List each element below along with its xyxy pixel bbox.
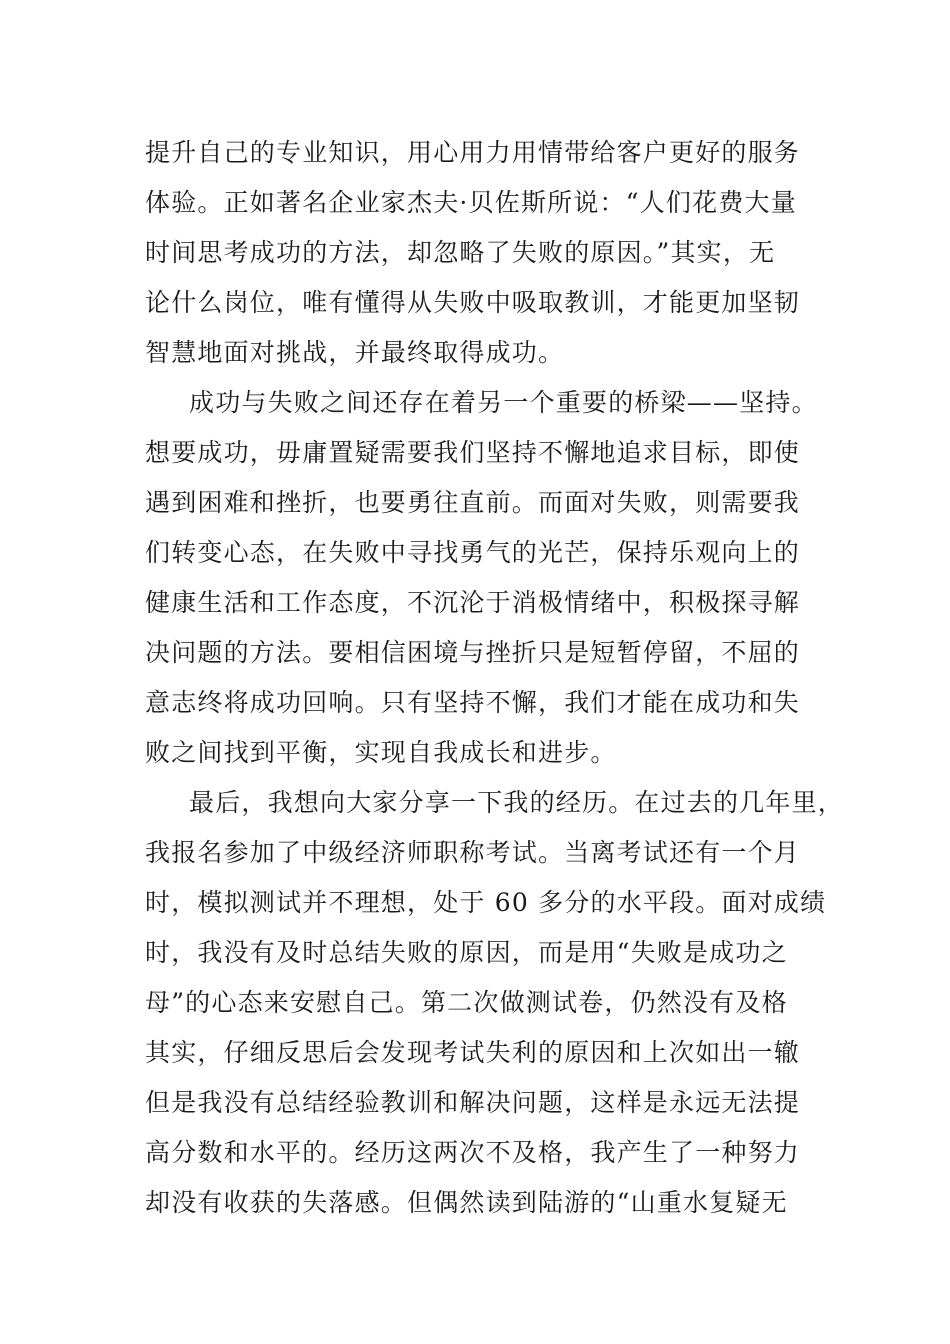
text-line: 遇到困难和挫折，也要勇往直前。而面对失败，则需要我 <box>145 488 801 517</box>
text-line: 智慧地面对挑战，并最终取得成功。 <box>145 338 565 367</box>
text-line: 但是我没有总结经验教训和解决问题，这样是永远无法提 <box>145 1088 801 1117</box>
text-line: 健康生活和工作态度，不沉沦于消极情绪中，积极探寻解 <box>145 588 801 617</box>
text-line: 时，我没有及时总结失败的原因，而是用“失败是成功之 <box>145 938 788 967</box>
text-line: 却没有收获的失落感。但偶然读到陆游的“山重水复疑无 <box>145 1188 788 1217</box>
text-line: 母”的心态来安慰自己。第二次做测试卷，仍然没有及格 <box>145 988 788 1017</box>
text-line: 最后，我想向大家分享一下我的经历。在过去的几年里， <box>189 788 845 817</box>
text-line: 成功与失败之间还存在着另一个重要的桥梁——坚持。 <box>189 388 818 417</box>
text-line: 论什么岗位，唯有懂得从失败中吸取教训，才能更加坚韧 <box>145 288 801 317</box>
text-line: 其实，仔细反思后会发现考试失利的原因和上次如出一辙 <box>145 1038 801 1067</box>
text-line: 们转变心态，在失败中寻找勇气的光芒，保持乐观向上的 <box>145 538 801 567</box>
paragraph-2 <box>145 378 825 778</box>
text-line: 高分数和水平的。经历这两次不及格，我产生了一种努力 <box>145 1138 801 1167</box>
text-line: 提升自己的专业知识，用心用力用情带给客户更好的服务 <box>145 138 801 167</box>
text-line: 意志终将成功回响。只有坚持不懈，我们才能在成功和失 <box>145 688 801 717</box>
text-line: 我报名参加了中级经济师职称考试。当离考试还有一个月 <box>145 838 801 867</box>
paragraph-3 <box>145 778 845 1228</box>
text-line: 想要成功，毋庸置疑需要我们坚持不懈地追求目标，即使 <box>145 438 801 467</box>
text-line: 时间思考成功的方法，却忽略了失败的原因。”其实，无 <box>145 238 776 267</box>
body-text <box>145 128 845 1228</box>
text-line: 体验。正如著名企业家杰夫·贝佐斯所说：“人们花费大量 <box>145 188 797 217</box>
paragraph-1 <box>145 128 825 378</box>
text-line: 败之间找到平衡，实现自我成长和进步。 <box>145 738 617 767</box>
text-line: 决问题的方法。要相信困境与挫折只是短暂停留，不屈的 <box>145 638 801 667</box>
text-line: 时，模拟测试并不理想，处于 60 多分的水平段。面对成绩 <box>145 888 827 917</box>
